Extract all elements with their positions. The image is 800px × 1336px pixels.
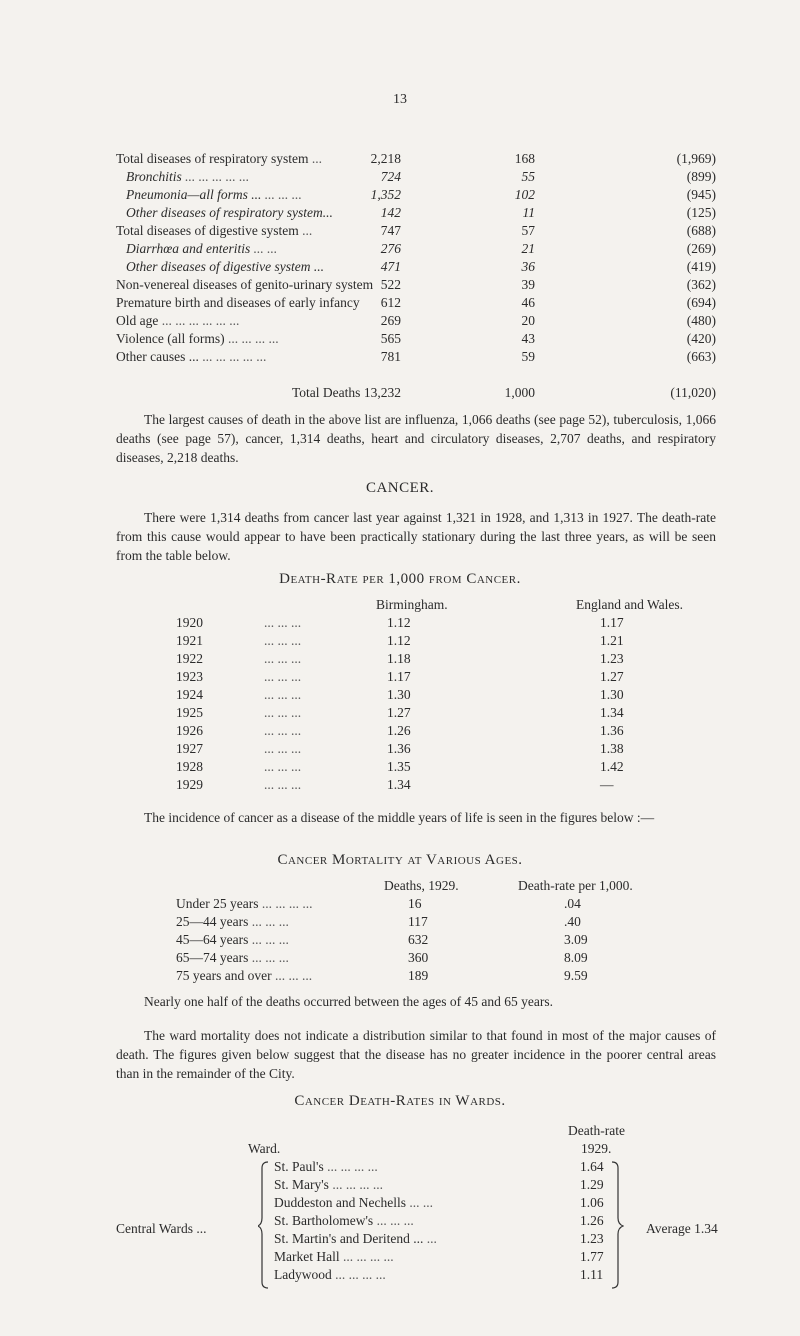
cause-label: Other causes ... ... ... ... ... ... xyxy=(116,349,267,364)
rate-birmingham: 1.27 xyxy=(387,705,411,720)
page-number: 13 xyxy=(393,92,407,107)
age-label: 65—74 years ... ... ... xyxy=(176,950,289,965)
cause-per-1000: 59 xyxy=(521,349,535,364)
ward-rate: 1.77 xyxy=(580,1249,604,1264)
cause-deaths: 269 xyxy=(380,313,401,328)
rate-year: 1926 xyxy=(176,723,203,738)
cause-previous: (688) xyxy=(686,223,716,238)
total-per-1000-value: 1,000 xyxy=(504,385,535,400)
central-wards-label: Central Wards ... xyxy=(116,1221,207,1236)
cause-per-1000: 168 xyxy=(514,151,535,166)
cause-previous: (125) xyxy=(686,205,716,220)
rate-row xyxy=(176,740,736,758)
rate-row xyxy=(176,686,736,704)
age-deaths: 189 xyxy=(408,968,429,983)
rate-row xyxy=(176,614,736,632)
age-label: 45—64 years ... ... ... xyxy=(176,932,289,947)
rate-birmingham: 1.35 xyxy=(387,759,411,774)
cause-previous: (945) xyxy=(686,187,716,202)
largest-causes-paragraph: The largest causes of death in the above list are influenza, 1,066 deaths (see page 52), tuberculosis, 1,066 deaths (see page 57), cancer, 1,314 deaths, heart and circulatory diseases, 2,707 deaths, and respiratory diseases, 2,218 deaths. xyxy=(116,412,716,465)
average-label: Average 1.34 xyxy=(646,1221,718,1236)
rate-row xyxy=(176,632,736,650)
cause-row xyxy=(116,222,716,240)
rate-row xyxy=(176,650,736,668)
age-deaths: 632 xyxy=(408,932,429,947)
total-previous-value: (11,020) xyxy=(670,385,716,400)
cause-row xyxy=(116,294,716,312)
ward-mortality-paragraph: The ward mortality does not indicate a distribution similar to that found in most of the major causes of death. The figures given below suggest that the disease has no greater incidence in the poorer central areas than in the remainder of the City. xyxy=(116,1028,716,1081)
cause-row xyxy=(116,204,716,222)
ages-table xyxy=(176,877,736,985)
cause-label: Other diseases of respiratory system... xyxy=(126,205,333,220)
cause-deaths: 522 xyxy=(380,277,401,292)
total-deaths-value: 13,232 xyxy=(363,385,401,400)
ward-name: Ladywood ... ... ... ... xyxy=(274,1267,386,1282)
rate-year: 1922 xyxy=(176,651,203,666)
rate-year: 1923 xyxy=(176,669,203,684)
rate-dots: ... ... ... xyxy=(264,741,302,756)
cause-row xyxy=(116,150,716,168)
rate-england: 1.42 xyxy=(600,759,624,774)
ages-table-title: Cancer Mortality at Various Ages. xyxy=(277,852,523,868)
cause-previous: (663) xyxy=(686,349,716,364)
rate-dots: ... ... ... xyxy=(264,669,302,684)
cause-previous: (419) xyxy=(686,259,716,274)
rate-row xyxy=(176,668,736,686)
age-row xyxy=(176,949,736,967)
left-brace-icon xyxy=(258,1160,270,1290)
ward-name: St. Mary's ... ... ... ... xyxy=(274,1177,383,1192)
cause-per-1000: 55 xyxy=(521,169,535,184)
ward-name: Duddeston and Nechells ... ... xyxy=(274,1195,433,1210)
cause-row xyxy=(116,348,716,366)
cause-per-1000: 11 xyxy=(522,205,535,220)
rate-birmingham: 1.34 xyxy=(387,777,411,792)
nearly-half-paragraph: Nearly one half of the deaths occurred between the ages of 45 and 65 years. xyxy=(144,994,553,1009)
cause-previous: (269) xyxy=(686,241,716,256)
ward-row xyxy=(116,1194,756,1212)
cause-label: Other diseases of digestive system ... xyxy=(126,259,324,274)
rate-dots: ... ... ... xyxy=(264,615,302,630)
cause-per-1000: 39 xyxy=(521,277,535,292)
ward-rate: 1.06 xyxy=(580,1195,604,1210)
ward-rate: 1.64 xyxy=(580,1159,604,1174)
rate-birmingham: 1.18 xyxy=(387,651,411,666)
age-label: Under 25 years ... ... ... ... xyxy=(176,896,313,911)
cause-row xyxy=(116,186,716,204)
age-rate: 9.59 xyxy=(564,968,588,983)
causes-of-death-table xyxy=(116,150,716,406)
age-rate: .40 xyxy=(564,914,581,929)
rate-england: 1.38 xyxy=(600,741,624,756)
rate-england: 1.36 xyxy=(600,723,624,738)
rate-row xyxy=(176,704,736,722)
rate-dots: ... ... ... xyxy=(264,633,302,648)
cause-deaths: 724 xyxy=(380,169,401,184)
cause-row xyxy=(116,240,716,258)
total-deaths-label: Total Deaths xyxy=(292,385,361,400)
cause-per-1000: 21 xyxy=(521,241,535,256)
rate-dots: ... ... ... xyxy=(264,777,302,792)
rate-row xyxy=(176,722,736,740)
age-row xyxy=(176,931,736,949)
rate-england: 1.30 xyxy=(600,687,624,702)
age-row xyxy=(176,895,736,913)
cause-label: Violence (all forms) ... ... ... ... xyxy=(116,331,279,346)
cause-deaths: 2,218 xyxy=(370,151,401,166)
cause-label: Diarrhœa and enteritis ... ... xyxy=(126,241,278,256)
col-death-rate-2: 1929. xyxy=(581,1141,612,1156)
age-rate: 8.09 xyxy=(564,950,588,965)
rate-row xyxy=(176,776,736,794)
cause-label: Total diseases of digestive system ... xyxy=(116,223,313,238)
cause-previous: (899) xyxy=(686,169,716,184)
rate-birmingham: 1.12 xyxy=(387,615,411,630)
cause-per-1000: 102 xyxy=(514,187,535,202)
age-deaths: 117 xyxy=(408,914,428,929)
age-label: 25—44 years ... ... ... xyxy=(176,914,289,929)
age-row xyxy=(176,967,736,985)
cause-previous: (694) xyxy=(686,295,716,310)
rate-birmingham: 1.26 xyxy=(387,723,411,738)
cause-per-1000: 57 xyxy=(521,223,535,238)
rate-england: 1.34 xyxy=(600,705,624,720)
rate-birmingham: 1.30 xyxy=(387,687,411,702)
rate-year: 1927 xyxy=(176,741,203,756)
cause-deaths: 612 xyxy=(380,295,401,310)
rate-england: 1.17 xyxy=(600,615,624,630)
cause-per-1000: 43 xyxy=(521,331,535,346)
cause-previous: (420) xyxy=(686,331,716,346)
rate-year: 1924 xyxy=(176,687,203,702)
right-brace-icon xyxy=(610,1160,624,1290)
cause-previous: (1,969) xyxy=(676,151,716,166)
cancer-heading: CANCER. xyxy=(365,480,435,496)
ward-row xyxy=(116,1158,756,1176)
ward-name: St. Paul's ... ... ... ... xyxy=(274,1159,378,1174)
cause-deaths: 565 xyxy=(380,331,401,346)
col-birmingham: Birmingham. xyxy=(376,597,448,612)
cause-label: Premature birth and diseases of early infancy xyxy=(116,295,360,310)
ward-row xyxy=(116,1266,756,1284)
cause-label: Bronchitis ... ... ... ... ... xyxy=(126,169,250,184)
rate-dots: ... ... ... xyxy=(264,651,302,666)
cause-per-1000: 46 xyxy=(521,295,535,310)
cause-row xyxy=(116,330,716,348)
rate-dots: ... ... ... xyxy=(264,723,302,738)
age-row xyxy=(176,913,736,931)
age-label: 75 years and over ... ... ... xyxy=(176,968,313,983)
incidence-paragraph: The incidence of cancer as a disease of the middle years of life is seen in the figures below :— xyxy=(144,810,655,825)
cancer-paragraph: There were 1,314 deaths from cancer last year against 1,321 in 1928, and 1,313 in 1927. The death-rate from this cause would appear to have been practically stationary during the last three years, as will be seen from the table below. xyxy=(116,510,716,563)
rate-birmingham: 1.17 xyxy=(387,669,411,684)
cause-deaths: 276 xyxy=(380,241,401,256)
age-deaths: 16 xyxy=(408,896,422,911)
rate-year: 1928 xyxy=(176,759,203,774)
cause-row xyxy=(116,168,716,186)
ward-name: Market Hall ... ... ... ... xyxy=(274,1249,394,1264)
cause-previous: (480) xyxy=(686,313,716,328)
wards-table-title: Cancer Death-Rates in Wards. xyxy=(294,1093,506,1109)
cause-row xyxy=(116,312,716,330)
rate-england: 1.21 xyxy=(600,633,624,648)
col-england-wales: England and Wales. xyxy=(576,597,684,612)
rate-birmingham: 1.12 xyxy=(387,633,411,648)
cause-label: Non-venereal diseases of genito-urinary system xyxy=(116,277,374,292)
rate-england: 1.27 xyxy=(600,669,624,684)
ward-rate: 1.26 xyxy=(580,1213,604,1228)
cause-deaths: 781 xyxy=(380,349,401,364)
ward-name: St. Bartholomew's ... ... ... xyxy=(274,1213,414,1228)
wards-table xyxy=(116,1122,756,1322)
cause-previous: (362) xyxy=(686,277,716,292)
ward-row xyxy=(116,1176,756,1194)
rate-dots: ... ... ... xyxy=(264,687,302,702)
rate-birmingham: 1.36 xyxy=(387,741,411,756)
ward-rate: 1.23 xyxy=(580,1231,604,1246)
cause-row xyxy=(116,258,716,276)
rate-row xyxy=(176,758,736,776)
cancer-rate-table xyxy=(176,596,736,794)
rate-year: 1920 xyxy=(176,615,203,630)
ward-rate: 1.11 xyxy=(580,1267,604,1282)
rate-england: 1.23 xyxy=(600,651,624,666)
rate-dots: ... ... ... xyxy=(264,705,302,720)
cause-deaths: 1,352 xyxy=(370,187,401,202)
cause-deaths: 471 xyxy=(380,259,401,274)
total-deaths-row xyxy=(116,380,716,406)
age-deaths: 360 xyxy=(408,950,429,965)
age-rate: .04 xyxy=(564,896,581,911)
rate-year: 1925 xyxy=(176,705,203,720)
col-ward: Ward. xyxy=(248,1141,281,1156)
rate-dots: ... ... ... xyxy=(264,759,302,774)
ward-row xyxy=(116,1248,756,1266)
cause-row xyxy=(116,276,716,294)
col-death-rate-1: Death-rate xyxy=(568,1123,625,1138)
ward-name: St. Martin's and Deritend ... ... xyxy=(274,1231,437,1246)
rate-year: 1921 xyxy=(176,633,203,648)
ward-rate: 1.29 xyxy=(580,1177,604,1192)
cause-per-1000: 20 xyxy=(521,313,535,328)
cause-label: Old age ... ... ... ... ... ... xyxy=(116,313,240,328)
rate-year: 1929 xyxy=(176,777,203,792)
col-death-rate: Death-rate per 1,000. xyxy=(518,878,633,893)
cause-label: Total diseases of respiratory system ... xyxy=(116,151,323,166)
rate-table-title: Death-Rate per 1,000 from Cancer. xyxy=(279,571,521,587)
cause-deaths: 747 xyxy=(380,223,401,238)
cause-label: Pneumonia—all forms ... ... ... ... xyxy=(126,187,302,202)
rate-england: — xyxy=(600,777,614,792)
cause-per-1000: 36 xyxy=(521,259,535,274)
col-deaths-1929: Deaths, 1929. xyxy=(384,878,459,893)
cause-deaths: 142 xyxy=(380,205,401,220)
age-rate: 3.09 xyxy=(564,932,588,947)
